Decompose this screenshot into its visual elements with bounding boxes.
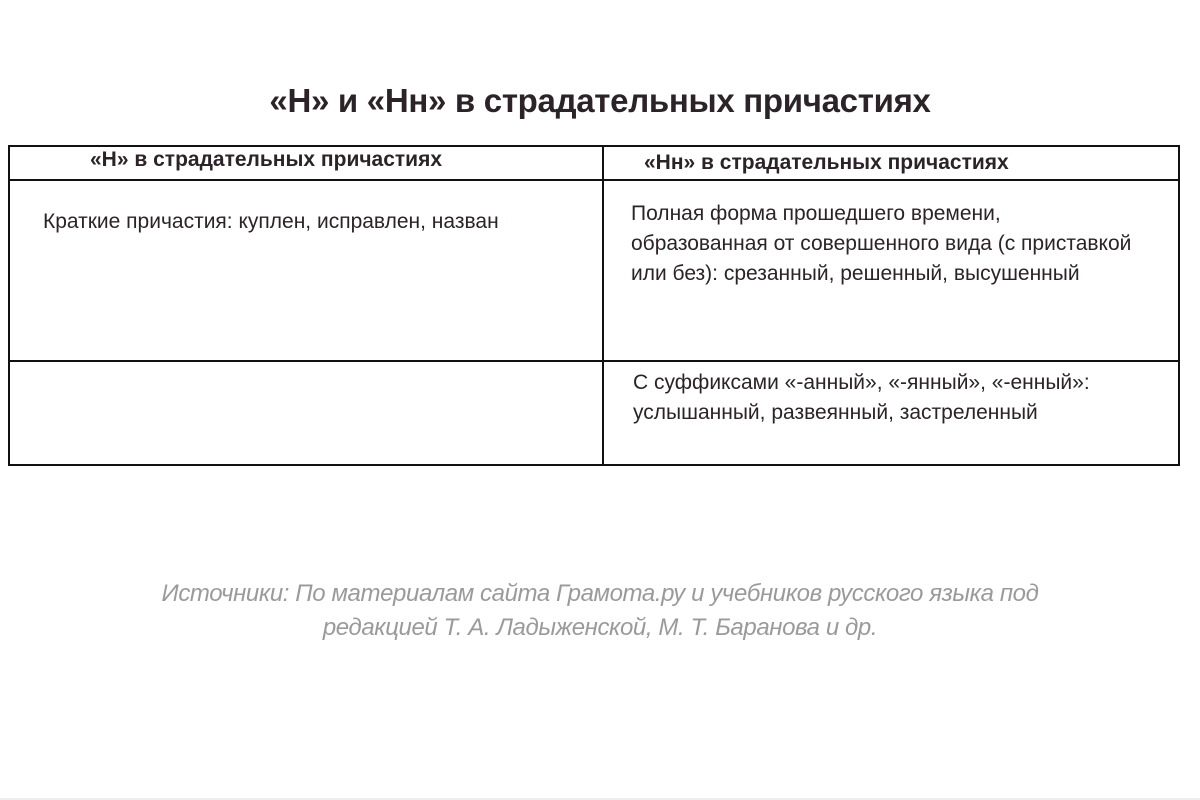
page-title: «Н» и «Нн» в страдательных причастиях (269, 82, 931, 120)
sources-line-1: Источники: По материалам сайта Грамота.ру и учебников русского языка под (161, 580, 1039, 607)
header-divider (8, 179, 1180, 181)
sources-note (0, 577, 1200, 645)
comparison-table (8, 145, 1180, 466)
row1-right-cell: Полная форма прошедшего времени, образованная от совершенного вида (с приставкой или без): срезанный, решенный, высушенный (631, 202, 1132, 285)
header-n: «Н» в страдательных причастиях (90, 148, 443, 171)
header-nn: «Нн» в страдательных причастиях (644, 151, 1009, 174)
table-border-top (8, 145, 1180, 147)
row-divider (8, 360, 1180, 362)
table-border-bottom (8, 464, 1180, 466)
table-border-right (1178, 147, 1180, 465)
column-divider (602, 146, 604, 465)
row1-left-cell: Краткие причастия: куплен, исправлен, назван (43, 210, 499, 233)
sources-line-2: редакцией Т. А. Ладыженской, М. Т. Баранова и др. (322, 614, 878, 641)
row2-right-cell: С суффиксами «-анный», «-янный», «-енный»: услышанный, развеянный, застреленный (633, 371, 1090, 424)
table-border-left (8, 145, 10, 466)
